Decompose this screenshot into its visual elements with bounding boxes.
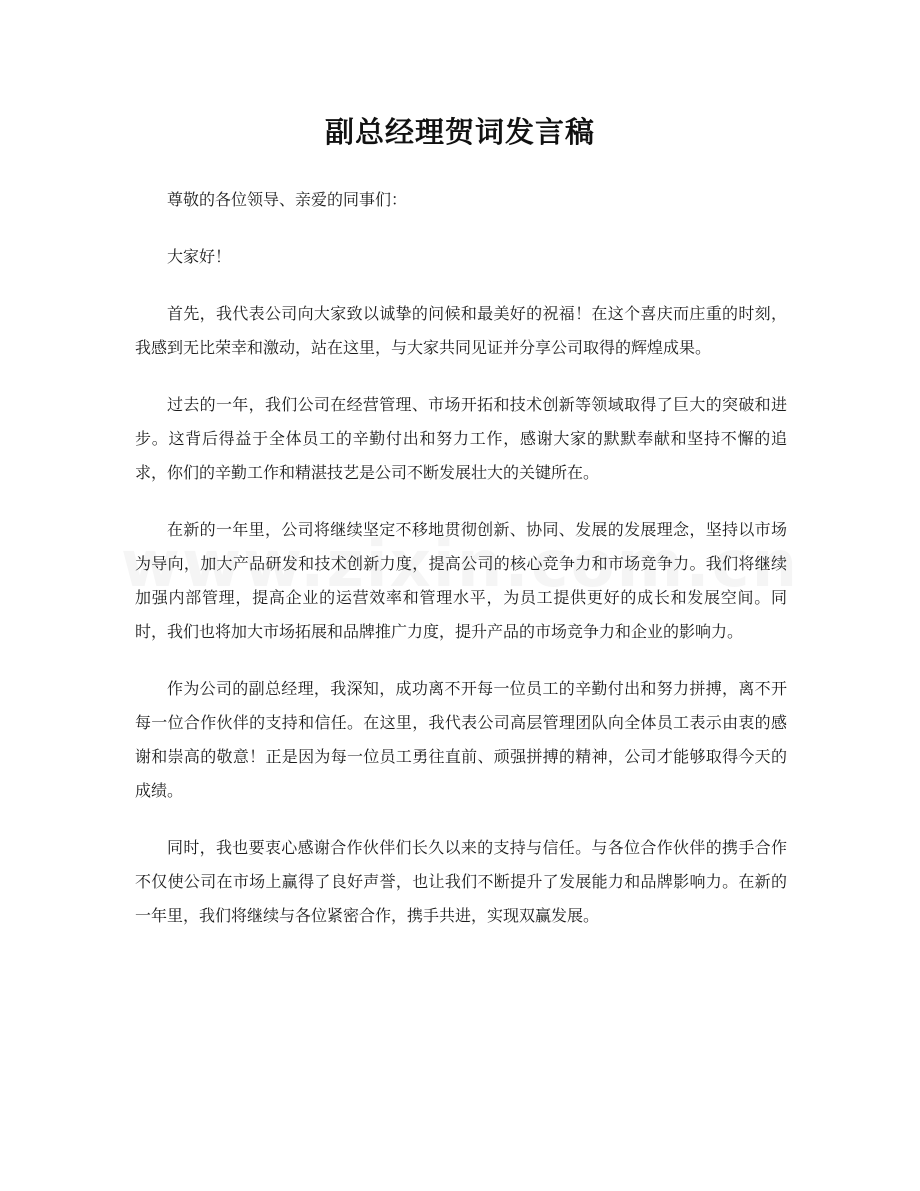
paragraph: 作为公司的副总经理，我深知，成功离不开每一位员工的辛勤付出和努力拼搏，离不开每一位合作伙伴的支持和信任。在这里，我代表公司高层管理团队向全体员工表示由衷的感谢和崇高的敬意！正是因为每一位员工勇往直前、顽强拼搏的精神，公司才能够取得今天的成绩。 — [135, 679, 787, 800]
greeting: 大家好！ — [167, 247, 232, 266]
paragraph: 在新的一年里，公司将继续坚定不移地贯彻创新、协同、发展的发展理念，坚持以市场为导向，加大产品研发和技术创新力度，提高公司的核心竞争力和市场竞争力。我们将继续加强内部管理，提高企业的运营效率和管理水平，为员工提供更好的成长和发展空间。同时，我们也将加大市场拓展和品牌推广力度，提升产品的市场竞争力和企业的影响力。 — [135, 520, 787, 641]
salutation: 尊敬的各位领导、亲爱的同事们： — [167, 190, 408, 209]
paragraph: 过去的一年，我们公司在经营管理、市场开拓和技术创新等领域取得了巨大的突破和进步。这背后得益于全体员工的辛勤付出和努力工作，感谢大家的默默奉献和坚持不懈的追求，你们的辛勤工作和精湛技艺是公司不断发展壮大的关键所在。 — [135, 395, 787, 482]
paragraph: 同时，我也要衷心感谢合作伙伴们长久以来的支持与信任。与各位合作伙伴的携手合作不仅使公司在市场上赢得了良好声誉，也让我们不断提升了发展能力和品牌影响力。在新的一年里，我们将继续与各位紧密合作，携手共进，实现双赢发展。 — [135, 838, 787, 925]
document-body — [135, 183, 787, 956]
document-title: 副总经理贺词发言稿 — [324, 115, 595, 149]
paragraph: 首先，我代表公司向大家致以诚挚的问候和最美好的祝福！在这个喜庆而庄重的时刻，我感到无比荣幸和激动，站在这里，与大家共同见证并分享公司取得的辉煌成果。 — [135, 304, 787, 357]
